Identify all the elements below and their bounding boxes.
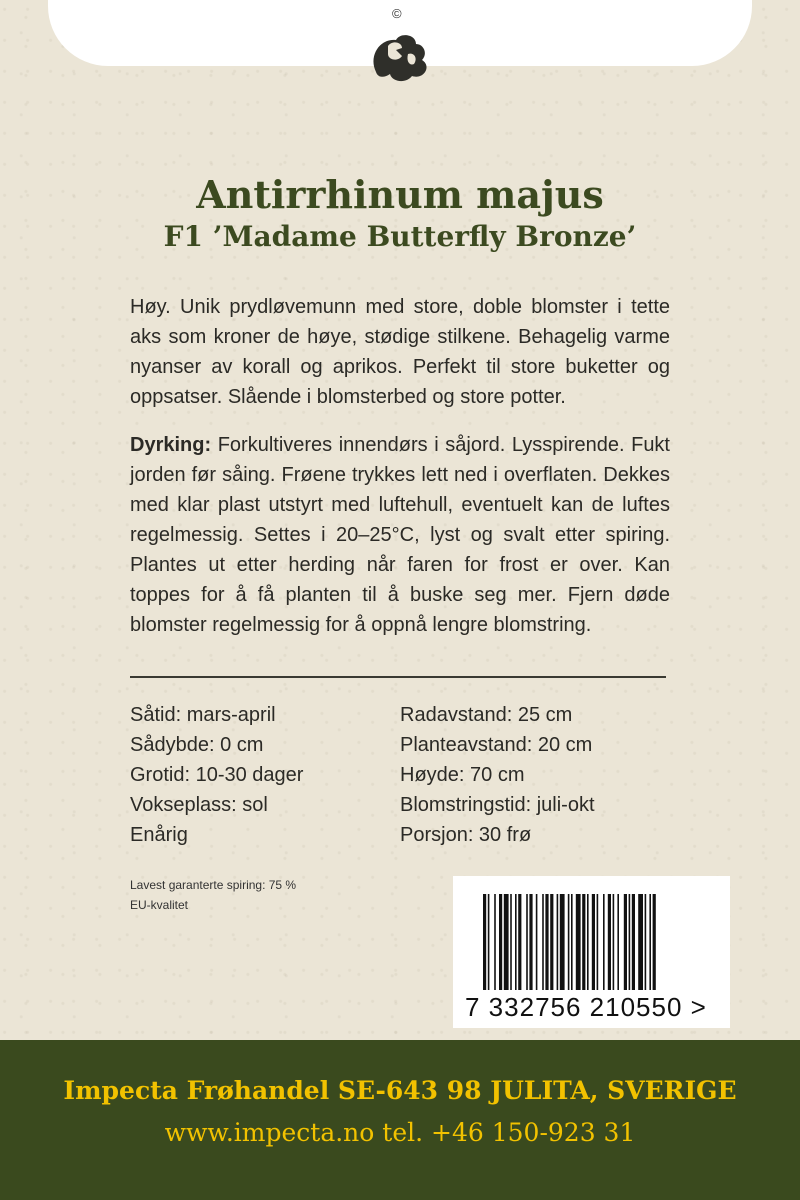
spec-portion: Porsjon: 30 frø	[400, 824, 532, 846]
cultivation-instructions: Forkultiveres innendørs i såjord. Lysspirende. Fukt jorden før såing. Frøene trykkes lett ned i overflaten. Dekkes med klar plast utstyrt med luftehull, eventuelt kan de luftes regelmessig. Settes i 20–25°C, lyst og svalt etter spiring. Plantes ut etter herding når faren for frost er over. Kan toppes for å få planten til å buske seg mer. Fjern døde blomster regelmessig for å oppnå lengre blomstring.	[130, 434, 670, 636]
spec-sowing-time: Såtid: mars-april	[130, 704, 276, 726]
copyright-mark: ©	[392, 6, 402, 21]
impecta-logo-icon	[362, 26, 438, 86]
spec-germination-time: Grotid: 10-30 dager	[130, 764, 304, 786]
barcode	[453, 876, 730, 1028]
spec-sowing-depth: Sådybde: 0 cm	[130, 734, 264, 756]
spec-plant-spacing: Planteavstand: 20 cm	[400, 734, 593, 756]
species-title: Antirrhinum majus	[196, 172, 604, 217]
footer-band	[0, 1040, 800, 1200]
section-divider	[130, 676, 666, 678]
cultivation-text	[130, 430, 670, 640]
specs-left-column	[130, 700, 303, 850]
description-text: Høy. Unik prydløvemunn med store, doble blomster i tette aks som kroner de høye, stødige stilkene. Behagelig varme nyanser av korall og aprikos. Perfekt til store buketter og oppsatser. Slående i blomsterbed og store potter.	[130, 296, 670, 408]
footer-contact: www.impecta.no tel. +46 150-923 31	[164, 1118, 636, 1147]
spec-location: Vokseplass: sol	[130, 794, 268, 816]
germination-guarantee: Lavest garanterte spiring: 75 %	[130, 878, 297, 892]
specs-right-column	[400, 700, 595, 850]
variety-title: F1 ’Madame Butterfly Bronze’	[163, 220, 637, 253]
spec-lifecycle: Enårig	[130, 824, 188, 846]
spec-flowering-time: Blomstringstid: juli-okt	[400, 794, 595, 816]
footer-company: Impecta Frøhandel SE-643 98 JULITA, SVERIGE	[63, 1076, 737, 1105]
spec-height: Høyde: 70 cm	[400, 764, 525, 786]
barcode-digits: 7 332756 210550 >	[465, 992, 707, 1022]
spec-row-spacing: Radavstand: 25 cm	[400, 704, 573, 726]
cultivation-label: Dyrking:	[130, 434, 212, 456]
quality-note: EU-kvalitet	[130, 898, 189, 912]
